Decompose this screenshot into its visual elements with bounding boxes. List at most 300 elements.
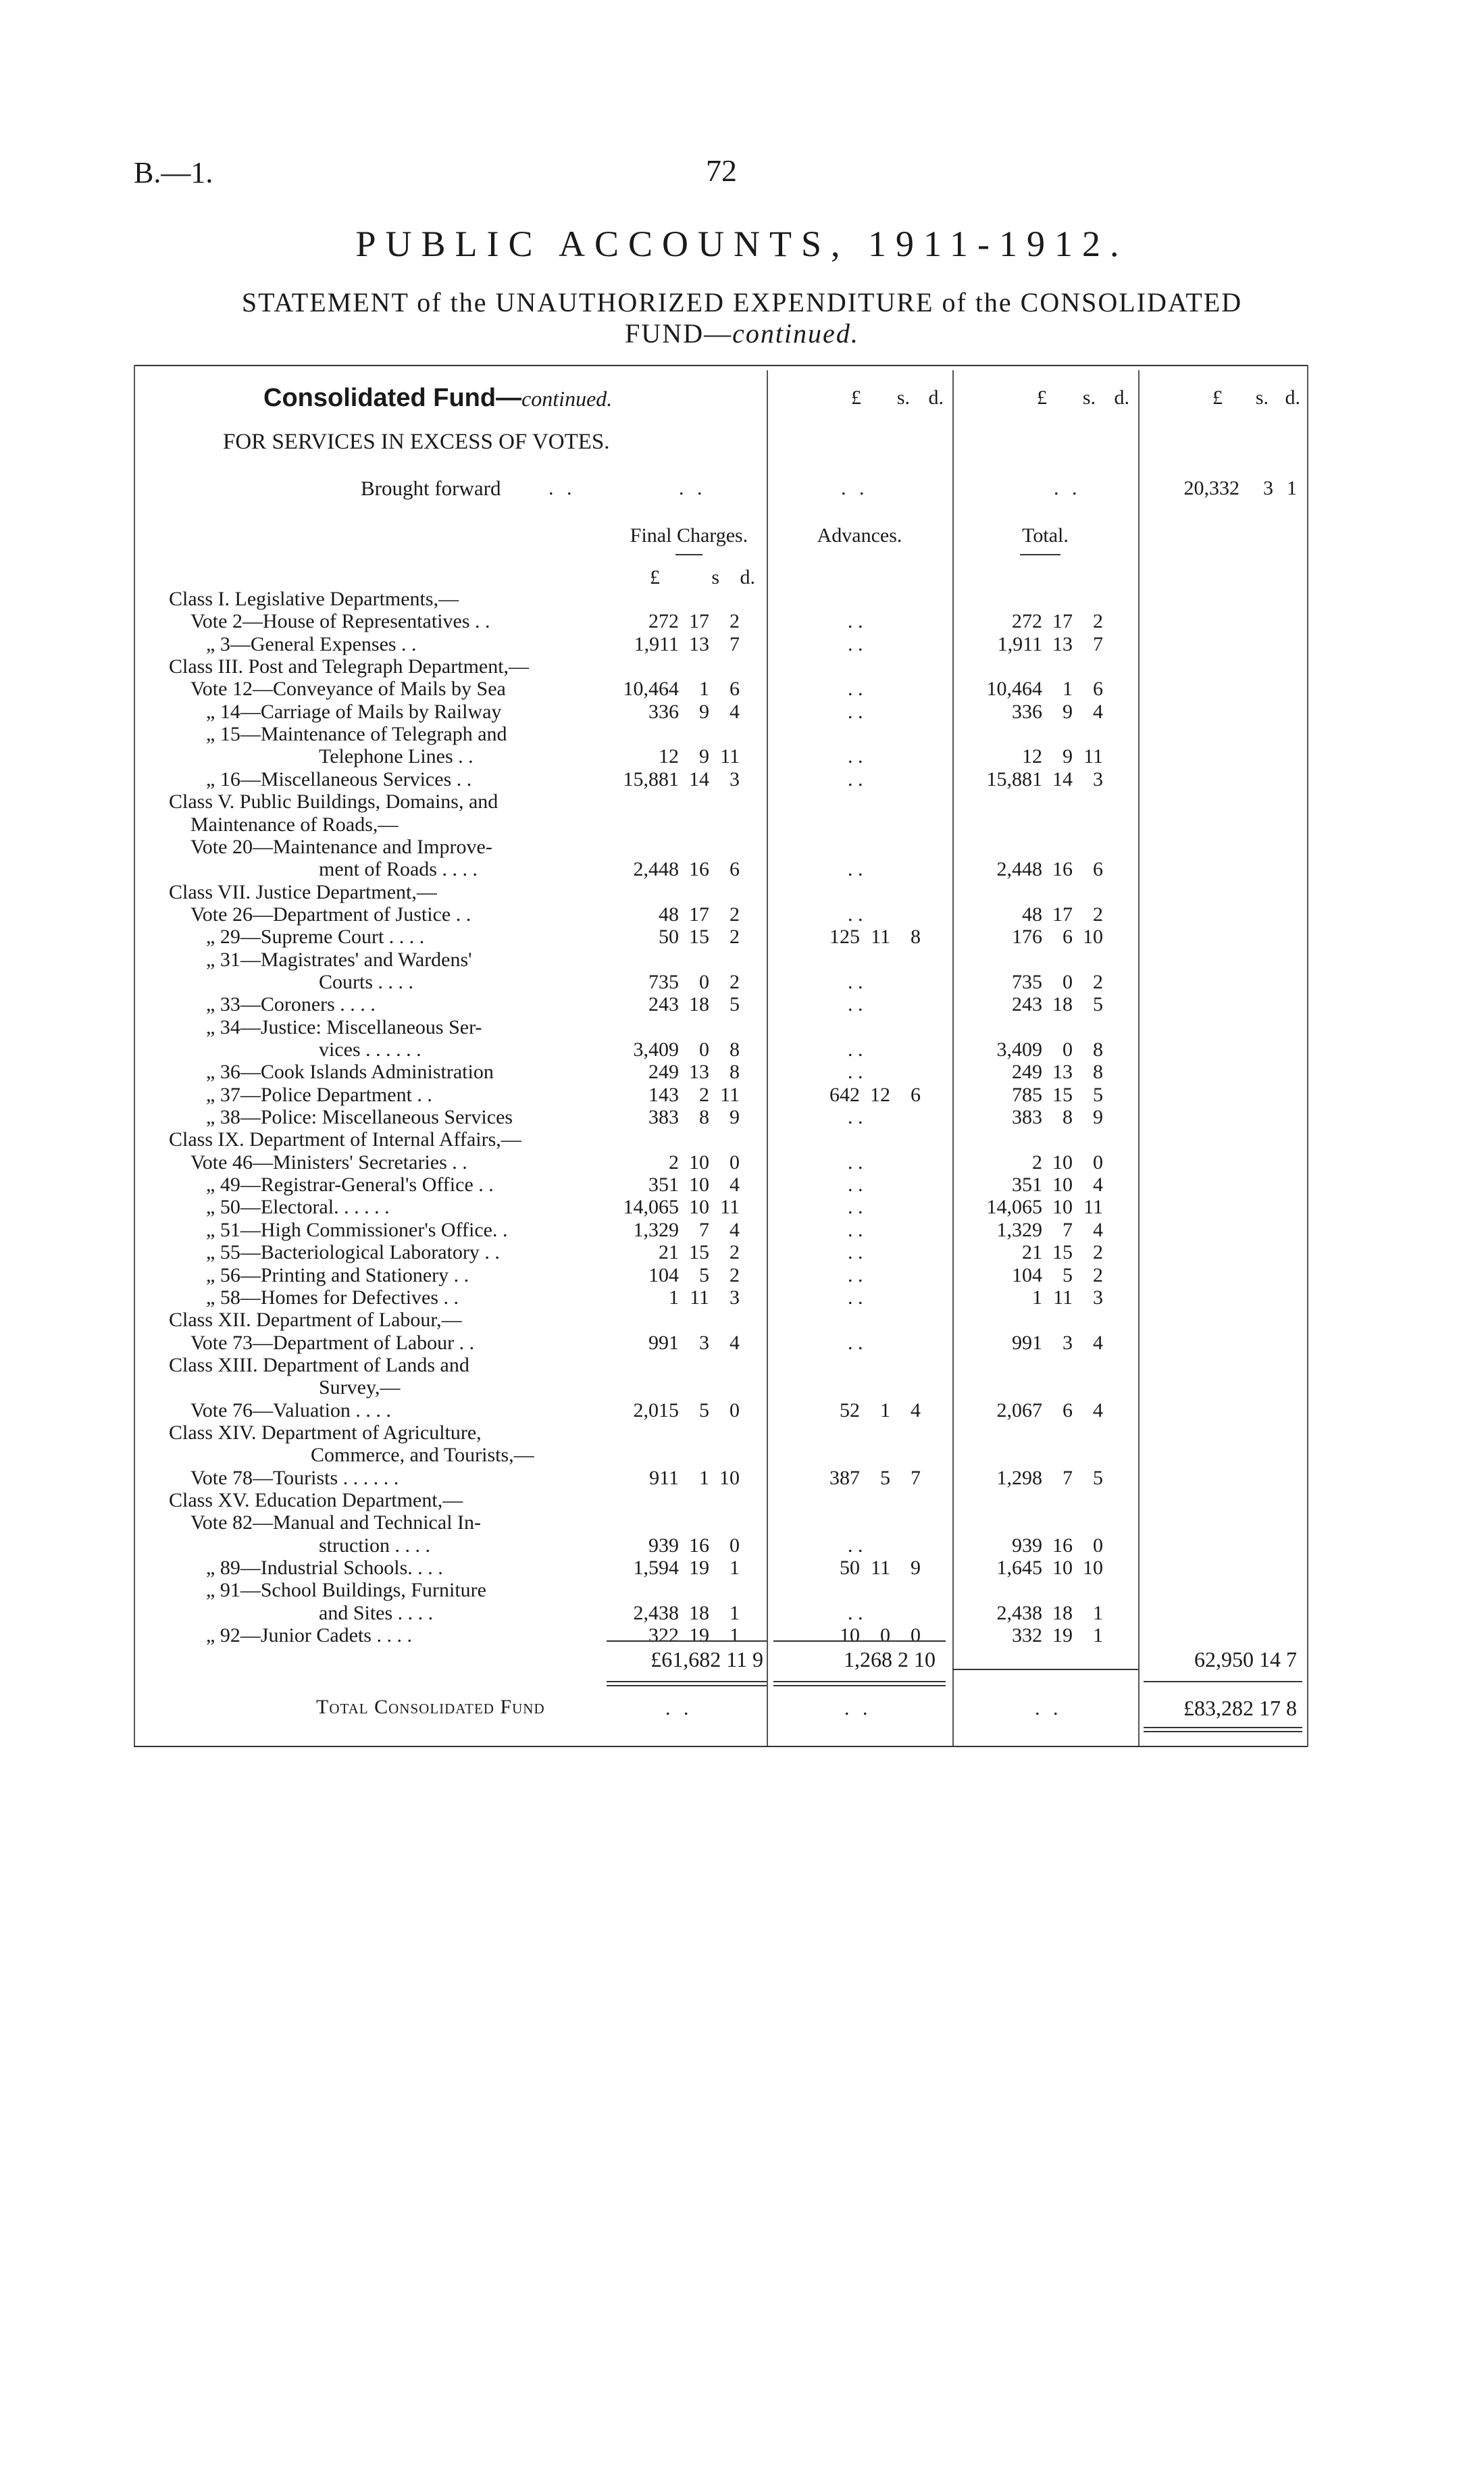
total-pounds: 1,911 (997, 632, 1042, 655)
final-charge-pounds: 735 (648, 970, 679, 993)
leader-dots: . . (848, 1061, 863, 1084)
leader-dots: . . (848, 1601, 863, 1624)
total-shillings: 3 (1063, 1331, 1073, 1354)
table-row (0, 1309, 1484, 1331)
total-pence: 5 (1093, 1083, 1103, 1106)
total-double-rule (1144, 1731, 1302, 1732)
row-description: Courts . . . . (319, 970, 414, 993)
final-charge-shillings: 18 (689, 993, 709, 1016)
final-charge-shillings: 3 (699, 1331, 709, 1354)
total-shillings: 17 (1052, 610, 1073, 633)
final-charge-pounds: 10,464 (623, 678, 679, 701)
total-shillings: 9 (1063, 700, 1073, 723)
unit-pence: d. (1114, 386, 1129, 409)
total-shillings: 11 (1053, 1286, 1073, 1309)
leader-dots: . . (848, 1151, 863, 1174)
subtotal-advances: 1,268 2 10 (844, 1647, 936, 1671)
final-charge-pounds: 48 (659, 903, 679, 926)
leader-dots: . . (848, 768, 863, 790)
total-shillings: 10 (1052, 1174, 1073, 1197)
table-row (0, 1399, 1484, 1421)
subtotal-rule (607, 1640, 767, 1642)
table-row (0, 1602, 1484, 1624)
advance-pence: 9 (911, 1557, 921, 1580)
final-charge-pence: 4 (730, 1218, 740, 1241)
leader-dots: . . (665, 1697, 693, 1719)
advance-shillings: 5 (880, 1466, 890, 1489)
total-shillings: 6 (1063, 1399, 1073, 1421)
final-charge-pence: 3 (730, 768, 740, 790)
row-description: Class VII. Justice Department,— (169, 880, 437, 903)
final-charge-pence: 2 (730, 1263, 740, 1286)
final-charge-pence: 2 (730, 903, 740, 926)
final-charge-pounds: 2,015 (633, 1399, 679, 1421)
table-row (0, 881, 1484, 903)
leader-dots: . . (848, 1534, 863, 1557)
advance-pounds: 50 (840, 1557, 860, 1580)
row-description: Class XV. Education Department,— (169, 1489, 463, 1511)
leader-dots: . . (848, 700, 863, 723)
total-pounds: 332 (1012, 1624, 1042, 1647)
row-description: Vote 73—Department of Labour . . (190, 1331, 475, 1354)
double-rule (773, 1685, 946, 1686)
final-charge-pounds: 243 (648, 993, 679, 1016)
final-charge-shillings: 5 (699, 1399, 709, 1421)
final-charge-pounds: 991 (648, 1331, 679, 1354)
final-charge-pence: 2 (730, 610, 740, 633)
total-pence: 2 (1093, 1241, 1103, 1264)
final-charge-pence: 1 (730, 1601, 740, 1624)
row-description: „ 38—Police: Miscellaneous Services (206, 1106, 513, 1129)
final-charge-pounds: 21 (659, 1241, 679, 1264)
header-underline (1020, 554, 1060, 555)
row-description: Telephone Lines . . (319, 745, 474, 768)
table-row (0, 1376, 1484, 1399)
final-charge-shillings: 9 (699, 745, 709, 768)
total-shillings: 1 (1063, 678, 1073, 701)
final-charge-pence: 6 (730, 678, 740, 701)
final-charge-pence: 2 (730, 1241, 740, 1264)
table-row (0, 588, 1484, 610)
leader-dots: . . (848, 858, 863, 881)
table-row (0, 971, 1484, 993)
leader-dots: . . (841, 477, 869, 499)
final-charge-shillings: 10 (689, 1174, 709, 1197)
header-underline (675, 554, 702, 555)
col-header-advances: Advances. (817, 524, 902, 547)
total-pence: 4 (1093, 1399, 1103, 1421)
final-charge-pence: 0 (730, 1399, 740, 1421)
table-row (0, 926, 1484, 948)
row-description: „ 51—High Commissioner's Office. . (206, 1218, 508, 1241)
row-description: and Sites . . . . (319, 1601, 434, 1624)
advance-pence: 0 (911, 1624, 921, 1647)
final-charge-shillings: 17 (689, 610, 709, 633)
amount-shillings: 3 (1263, 477, 1273, 499)
total-pounds: 939 (1012, 1534, 1042, 1557)
table-row (0, 678, 1484, 700)
table-row (0, 813, 1484, 836)
final-charge-pounds: 15,881 (623, 768, 679, 790)
leader-dots: . . (679, 477, 707, 499)
final-charge-pence: 11 (720, 1196, 740, 1219)
row-description: „ 92—Junior Cadets . . . . (206, 1624, 412, 1647)
total-pounds: 176 (1012, 926, 1042, 949)
table-row (0, 1489, 1484, 1511)
total-pounds: 21 (1022, 1241, 1042, 1264)
total-pence: 5 (1093, 993, 1103, 1016)
statement-line-2 (0, 318, 1484, 349)
total-pounds: 735 (1012, 970, 1042, 993)
table-row (0, 1624, 1484, 1646)
final-charge-shillings: 17 (689, 903, 709, 926)
total-pounds: 2,438 (996, 1601, 1042, 1624)
leader-dots: . . (1035, 1697, 1063, 1719)
col-header-final-charges: Final Charges. (630, 524, 748, 547)
total-pounds: 2,067 (996, 1399, 1042, 1421)
amount-pounds: 20,332 (1183, 477, 1239, 499)
final-charge-shillings: 18 (689, 1601, 709, 1624)
leader-dots: . . (844, 1697, 872, 1719)
total-shillings: 9 (1063, 745, 1073, 768)
total-pence: 3 (1093, 768, 1103, 790)
unit-shilling: s. (896, 386, 910, 409)
table-row (0, 610, 1484, 632)
final-charge-pounds: 143 (648, 1083, 679, 1106)
table-row (0, 1511, 1484, 1534)
total-pence: 0 (1093, 1534, 1103, 1557)
row-description: „ 15—Maintenance of Telegraph and (206, 723, 507, 746)
row-description: Vote 76—Valuation . . . . (190, 1399, 391, 1421)
table-row (0, 1106, 1484, 1128)
final-charge-pence: 10 (719, 1466, 740, 1489)
leader-dots: . . (848, 745, 863, 768)
total-pounds: 336 (1012, 700, 1042, 723)
col-units-advances (767, 386, 952, 413)
advance-pounds: 387 (829, 1466, 860, 1489)
total-shillings: 17 (1052, 903, 1073, 926)
total-pounds: 3,409 (996, 1038, 1042, 1061)
row-description: „ 14—Carriage of Mails by Railway (206, 700, 502, 723)
advance-pounds: 125 (829, 926, 860, 949)
total-shillings: 10 (1052, 1557, 1073, 1580)
total-pence: 10 (1083, 1557, 1103, 1580)
subtotal-grand: 62,950 14 7 (1194, 1647, 1297, 1671)
final-charge-pence: 0 (730, 1151, 740, 1174)
row-description: „ 34—Justice: Miscellaneous Ser- (206, 1015, 482, 1038)
table-row (0, 1354, 1484, 1376)
leader-dots: . . (848, 1038, 863, 1061)
final-charge-shillings: 19 (689, 1557, 709, 1580)
final-charge-pence: 4 (730, 1174, 740, 1197)
final-charge-pence: 0 (730, 1534, 740, 1557)
table-row (0, 633, 1484, 655)
final-charge-shillings: 13 (689, 632, 709, 655)
final-charge-pounds: 12 (659, 745, 679, 768)
leader-dots: . . (848, 1241, 863, 1264)
page-title: PUBLIC ACCOUNTS, 1911-1912. (355, 224, 1129, 264)
final-charge-shillings: 2 (699, 1083, 709, 1106)
leader-dots: . . (848, 1106, 863, 1129)
total-pence: 5 (1093, 1466, 1103, 1489)
row-description: Vote 78—Tourists . . . . . . (190, 1466, 399, 1489)
table-row (0, 993, 1484, 1015)
total-pence: 8 (1093, 1061, 1103, 1084)
final-charge-pounds: 939 (648, 1534, 679, 1557)
advance-shillings: 12 (870, 1083, 890, 1106)
final-charge-pounds: 50 (659, 926, 679, 949)
final-charge-shillings: 9 (699, 700, 709, 723)
advance-shillings: 11 (871, 1557, 890, 1580)
unit-pence: d. (740, 566, 755, 588)
row-description: Maintenance of Roads,— (190, 813, 399, 836)
table-row (0, 1219, 1484, 1241)
advance-pence: 4 (911, 1399, 921, 1421)
final-charge-pence: 3 (730, 1286, 740, 1309)
total-shillings: 13 (1052, 1061, 1073, 1084)
leader-dots: . . (848, 1196, 863, 1219)
leader-dots: . . (848, 1263, 863, 1286)
section-heading-text: Consolidated Fund— (263, 384, 522, 412)
final-charge-pence: 11 (720, 745, 740, 768)
statement-continued: continued. (732, 318, 859, 349)
total-shillings: 0 (1063, 970, 1073, 993)
unit-shilling: s. (1255, 386, 1269, 409)
col-header-total: Total. (1022, 524, 1069, 547)
page-number: 72 (706, 153, 737, 188)
total-shillings: 0 (1063, 1038, 1073, 1061)
table-row (0, 836, 1484, 858)
total-shillings: 18 (1052, 1601, 1073, 1624)
final-charge-pounds: 911 (649, 1466, 679, 1489)
final-charge-pence: 9 (730, 1106, 740, 1129)
leader-dots: . . (848, 1218, 863, 1241)
row-description: Commerce, and Tourists,— (311, 1444, 534, 1467)
total-pence: 7 (1093, 632, 1103, 655)
col-units-total (952, 386, 1138, 413)
double-rule (1144, 1681, 1302, 1682)
final-charge-pounds: 1,911 (634, 632, 679, 655)
advance-pence: 6 (911, 1083, 921, 1106)
final-charge-shillings: 13 (689, 1061, 709, 1084)
unit-pound: £ (1212, 386, 1223, 409)
total-pence: 9 (1093, 1106, 1103, 1129)
double-rule (773, 1681, 946, 1682)
table-row (0, 1534, 1484, 1557)
leader-dots: . . (848, 993, 863, 1016)
final-charge-pounds: 249 (648, 1061, 679, 1084)
final-charges-units (611, 566, 767, 590)
table-row (0, 790, 1484, 813)
total-shillings: 19 (1052, 1624, 1073, 1647)
row-description: „ 37—Police Department . . (206, 1083, 432, 1106)
total-shillings: 7 (1063, 1218, 1073, 1241)
unit-pence: d. (928, 386, 944, 409)
double-rule (607, 1681, 767, 1682)
final-charge-shillings: 11 (690, 1286, 709, 1309)
final-charge-pence: 2 (730, 970, 740, 993)
total-pence: 11 (1083, 1196, 1103, 1219)
table-row (0, 858, 1484, 880)
table-row (0, 1557, 1484, 1579)
unit-pound: £ (851, 386, 861, 409)
row-description: „ 55—Bacteriological Laboratory . . (206, 1241, 500, 1264)
section-heading-continued: continued. (521, 386, 613, 411)
total-shillings: 15 (1052, 1241, 1073, 1264)
total-pounds: 785 (1012, 1083, 1042, 1106)
total-pence: 2 (1093, 970, 1103, 993)
total-pounds: 243 (1012, 993, 1042, 1016)
total-pence: 2 (1093, 903, 1103, 926)
total-shillings: 6 (1063, 926, 1073, 949)
table-row (0, 1467, 1484, 1489)
total-consolidated-fund: £83,282 17 8 (1183, 1696, 1297, 1720)
total-pounds: 1 (1032, 1286, 1042, 1309)
table-row (0, 1038, 1484, 1061)
total-shillings: 18 (1052, 993, 1073, 1016)
table-row (0, 1444, 1484, 1466)
total-pence: 6 (1093, 678, 1103, 701)
page-reference: B.—1. (134, 156, 213, 189)
brought-forward-amount (1138, 477, 1307, 504)
final-charge-shillings: 7 (699, 1218, 709, 1241)
total-pence: 4 (1093, 1331, 1103, 1354)
total-shillings: 14 (1052, 768, 1073, 790)
row-description: „ 3—General Expenses . . (206, 632, 417, 655)
statement-line-1: STATEMENT of the UNAUTHORIZED EXPENDITURE of the CONSOLIDATED (241, 287, 1243, 318)
table-top-rule (134, 365, 1308, 366)
final-charge-pence: 1 (730, 1624, 740, 1647)
final-charge-shillings: 10 (689, 1196, 709, 1219)
row-description: Vote 2—House of Representatives . . (190, 610, 490, 633)
advance-shillings: 11 (871, 926, 890, 949)
final-charge-shillings: 10 (689, 1151, 709, 1174)
total-pounds: 351 (1012, 1174, 1042, 1197)
final-charge-pounds: 2,438 (633, 1601, 679, 1624)
advance-pence: 7 (911, 1466, 921, 1489)
final-charge-pence: 4 (730, 1331, 740, 1354)
total-shillings: 8 (1063, 1106, 1073, 1129)
final-charge-shillings: 19 (689, 1624, 709, 1647)
row-description: „ 16—Miscellaneous Services . . (206, 768, 472, 790)
table-row (0, 1016, 1484, 1038)
leader-dots: . . (848, 678, 863, 701)
row-description: vices . . . . . . (319, 1038, 421, 1061)
row-description: Vote 12—Conveyance of Mails by Sea (190, 678, 506, 701)
total-shillings: 16 (1052, 1534, 1073, 1557)
brought-forward-label: Brought forward (361, 476, 501, 500)
total-pence: 2 (1093, 610, 1103, 633)
final-charge-shillings: 0 (699, 1038, 709, 1061)
row-description: Class I. Legislative Departments,— (169, 588, 459, 610)
table-row (0, 1286, 1484, 1309)
table-row (0, 745, 1484, 768)
row-description: Class III. Post and Telegraph Department,— (169, 655, 530, 678)
total-double-rule (1144, 1727, 1302, 1728)
total-pounds: 1,645 (996, 1557, 1042, 1580)
row-description: Class XII. Department of Labour,— (169, 1309, 462, 1332)
subtotal-rule (952, 1669, 1138, 1670)
final-charge-shillings: 15 (689, 926, 709, 949)
row-description: Class V. Public Buildings, Domains, and (169, 790, 498, 813)
final-charge-pence: 8 (730, 1038, 740, 1061)
leader-dots: . . (848, 903, 863, 926)
table-row (0, 1061, 1484, 1083)
subtotal-rule (773, 1640, 946, 1642)
table-row (0, 1579, 1484, 1601)
table-row (0, 1241, 1484, 1263)
advance-pounds: 642 (829, 1083, 860, 1106)
total-pounds: 272 (1012, 610, 1042, 633)
amount-pence: 1 (1287, 477, 1297, 499)
leader-dots: . . (1054, 477, 1081, 499)
final-charge-pounds: 383 (648, 1106, 679, 1129)
row-description: Vote 26—Department of Justice . . (190, 903, 471, 926)
table-row (0, 1264, 1484, 1286)
final-charge-shillings: 1 (699, 678, 709, 701)
row-description: „ 56—Printing and Stationery . . (206, 1263, 469, 1286)
advance-pence: 8 (911, 926, 921, 949)
total-pounds: 48 (1022, 903, 1042, 926)
row-description: „ 33—Coroners . . . . (206, 993, 376, 1016)
advance-shillings: 0 (880, 1624, 890, 1647)
total-pounds: 383 (1012, 1106, 1042, 1129)
table-row (0, 768, 1484, 790)
final-charge-pounds: 1,329 (633, 1218, 679, 1241)
final-charge-pounds: 104 (648, 1263, 679, 1286)
table-row (0, 1128, 1484, 1151)
total-shillings: 16 (1052, 858, 1073, 881)
final-charge-pounds: 336 (648, 700, 679, 723)
total-shillings: 10 (1052, 1196, 1073, 1219)
unit-pound: £ (650, 566, 660, 588)
final-charge-pence: 2 (730, 926, 740, 949)
final-charge-pounds: 3,409 (633, 1038, 679, 1061)
table-row (0, 701, 1484, 723)
total-pounds: 10,464 (986, 678, 1042, 701)
total-pence: 11 (1083, 745, 1103, 768)
table-row (0, 1151, 1484, 1174)
row-description: Class XIII. Department of Lands and (169, 1353, 469, 1376)
subtotal-final-charges: £61,682 11 9 (650, 1647, 763, 1671)
row-description: Vote 46—Ministers' Secretaries . . (190, 1151, 467, 1174)
final-charge-pounds: 2 (669, 1151, 679, 1174)
leader-dots: . . (848, 1331, 863, 1354)
row-description: „ 49—Registrar-General's Office . . (206, 1174, 494, 1197)
table-row (0, 655, 1484, 678)
final-charge-shillings: 1 (699, 1466, 709, 1489)
table-row (0, 723, 1484, 745)
row-description: „ 89—Industrial Schools. . . . (206, 1557, 443, 1580)
total-pence: 0 (1093, 1151, 1103, 1174)
row-description: Class IX. Department of Internal Affairs,— (169, 1128, 521, 1151)
total-pounds: 1,329 (996, 1218, 1042, 1241)
advance-pounds: 52 (840, 1399, 860, 1421)
final-charge-shillings: 15 (689, 1241, 709, 1264)
final-charge-shillings: 16 (689, 1534, 709, 1557)
total-pence: 3 (1093, 1286, 1103, 1309)
total-pence: 1 (1093, 1601, 1103, 1624)
total-pence: 4 (1093, 700, 1103, 723)
row-description: ment of Roads . . . . (319, 858, 478, 881)
row-description: struction . . . . (319, 1534, 430, 1557)
advance-shillings: 1 (880, 1399, 890, 1421)
table-row (0, 1174, 1484, 1196)
final-charge-pence: 1 (730, 1557, 740, 1580)
final-charge-pence: 5 (730, 993, 740, 1016)
row-description: „ 36—Cook Islands Administration (206, 1061, 494, 1084)
table-row (0, 949, 1484, 971)
